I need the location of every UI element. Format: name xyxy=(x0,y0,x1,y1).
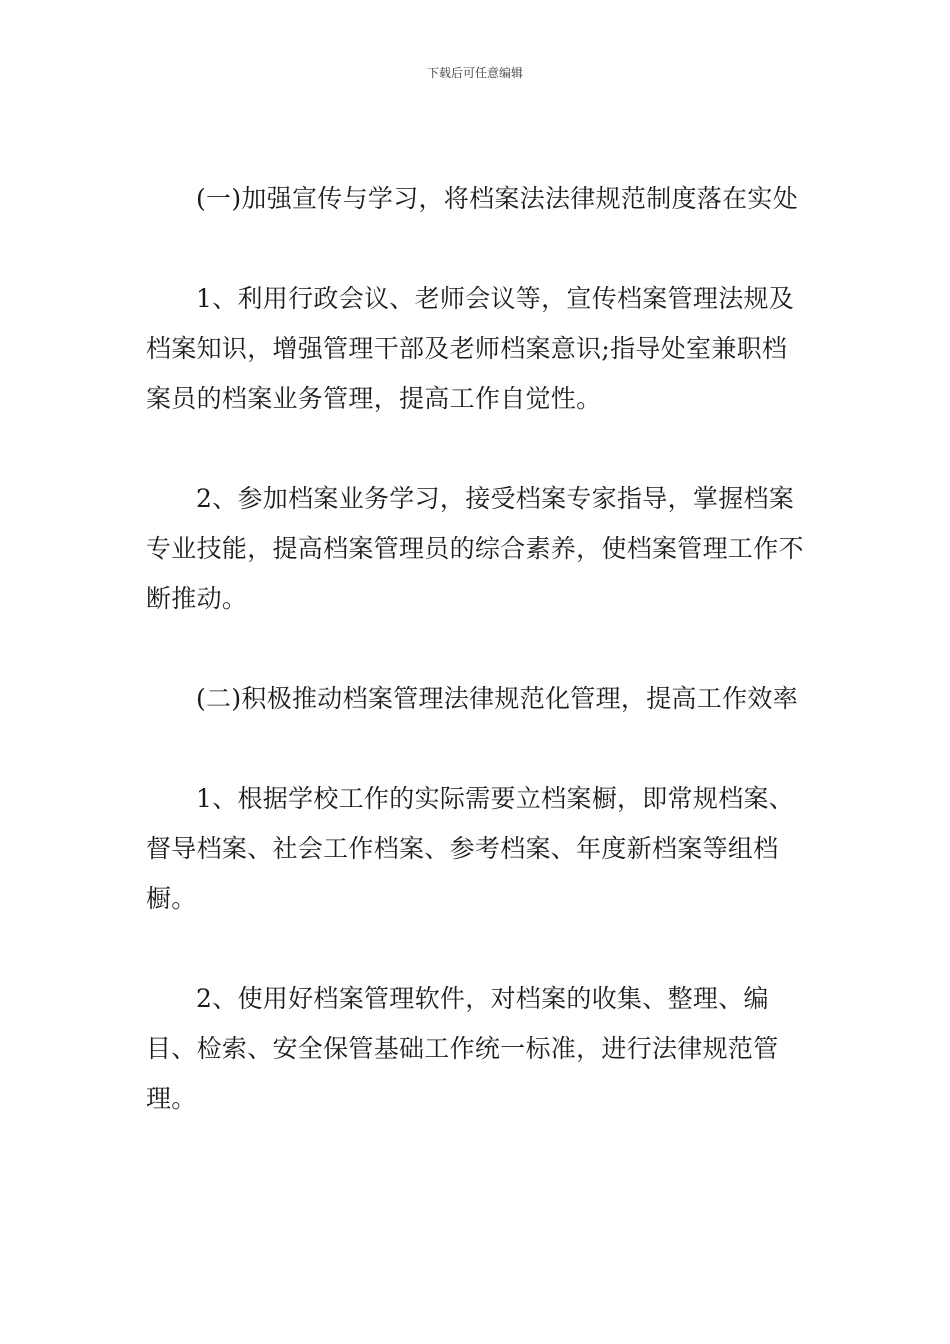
paragraph-2-1: 1、根据学校工作的实际需要立档案橱，即常规档案、督导档案、社会工作档案、参考档案、年度新档案等组档橱。 xyxy=(146,784,795,913)
paragraph-2-2: 2、使用好档案管理软件，对档案的收集、整理、编目、检索、安全保管基础工作统一标准，进行法律规范管理。 xyxy=(146,984,779,1113)
section-heading-1: (一)加强宣传与学习，将档案法法律规范制度落在实处 xyxy=(196,184,799,213)
paragraph-1-2: 2、参加档案业务学习，接受档案专家指导，掌握档案专业技能，提高档案管理员的综合素养，使档案管理工作不断推动。 xyxy=(146,484,804,613)
paragraph-1-1: 1、利用行政会议、老师会议等，宣传档案管理法规及档案知识，增强管理干部及老师档案意识;指导处室兼职档案员的档案业务管理，提高工作自觉性。 xyxy=(146,284,795,413)
page-header: 下载后可任意编辑 xyxy=(426,66,523,80)
section-heading-2: (二)积极推动档案管理法律规范化管理，提高工作效率 xyxy=(196,684,799,713)
document-body xyxy=(146,174,806,1124)
